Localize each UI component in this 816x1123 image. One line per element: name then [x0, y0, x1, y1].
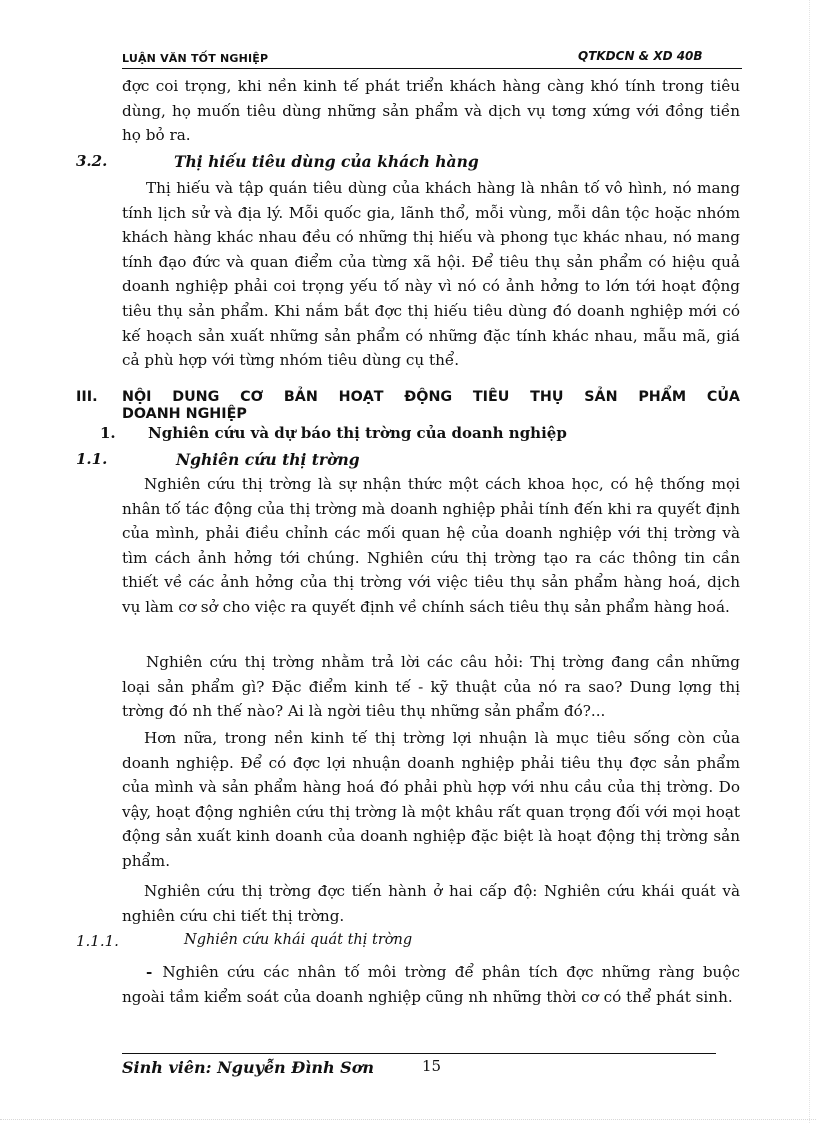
section-3-2-title: Thị hiếu tiêu dùng của khách hàng — [174, 152, 479, 171]
section-3-2-body: Thị hiếu và tập quán tiêu dùng của khách hàng là nhân tố vô hình, nó mang tính lịch sử và địa lý. Mỗi quốc gia, lãnh thổ, mỗi vùng, mỗi dân tộc hoặc nhóm khách hàng khác nhau đều có những thị hiếu và phong tục khác nhau, nó mang tính đạo đức và quan điểm của từng xã hội. Để tiêu thụ sản phẩm có hiệu quả doanh nghiệp phải coi trọng yếu tố này vì nó có ảnh hởng to lớn tới hoạt động tiêu thụ sản phẩm. Khi nắm bắt đợc thị hiếu tiêu dùng đó doanh nghiệp mới có kế hoạch sản xuất những sản phẩm có những đặc tính khác nhau, mẫu mã, giá cả phù hợp với từng nhóm tiêu dùng cụ thể. — [122, 179, 740, 370]
section-1-1-1-bullet-text: Nghiên cứu các nhân tố môi trờng để phân tích đợc những ràng buộc ngoài tầm kiểm soát của doanh nghiệp cũng nh những thời cơ có thể phát sinh. — [122, 963, 740, 1006]
section-1-1-paragraph-2: Nghiên cứu thị trờng nhằm trả lời các câu hỏi: Thị trờng đang cần những loại sản phẩm gì? Đặc điểm kinh tế - kỹ thuật của nó ra sao? Dung lợng thị trờng đó nh thế nào? Ai là ngời tiêu thụ những sản phẩm đó?... — [122, 653, 740, 721]
section-1-1-number: 1.1. — [76, 450, 108, 468]
header-class-code: QTKDCN & XD 40B — [578, 49, 703, 63]
footer-rule — [122, 1053, 716, 1054]
page-number: 15 — [422, 1057, 442, 1075]
section-III-number: III. — [76, 389, 98, 405]
header-rule — [122, 68, 742, 69]
section-1-1-1-number: 1.1.1. — [76, 932, 119, 950]
section-1-1-paragraph-3: Hơn nữa, trong nền kinh tế thị trờng lợi nhuận là mục tiêu sống còn của doanh nghiệp. Để có đợc lợi nhuận doanh nghiệp phải tiêu thụ đợc sản phẩm của mình và sản phẩm hàng hoá đó phải phù hợp với nhu cầu của thị trờng. Do vậy, hoạt động nghiên cứu thị trờng là một khâu rất quan trọng đối với mọi hoạt động sản xuất kinh doanh của doanh nghiệp đặc biệt là hoạt động thị trờng sản phẩm. — [122, 729, 740, 870]
section-1-1-1-bullet-item — [122, 960, 740, 1009]
header-thesis-label: LUẬN VĂN TỐT NGHIỆP — [122, 52, 269, 65]
page-right-dotted-border — [809, 0, 810, 1123]
section-3-2-number: 3.2. — [76, 152, 108, 170]
page-bottom-dotted-border — [0, 1119, 816, 1120]
section-1-1-1-title: Nghiên cứu khái quát thị trờng — [184, 932, 413, 948]
section-1-1-paragraph-4: Nghiên cứu thị trờng đợc tiến hành ở hai cấp độ: Nghiên cứu khái quát và nghiên cứu chi tiết thị trờng. — [122, 882, 740, 925]
bullet-marker: - — [146, 963, 153, 981]
footer-student-name: Sinh viên: Nguyễn Đình Sơn — [122, 1058, 375, 1077]
section-1-number: 1. — [100, 424, 116, 442]
section-1-1-title: Nghiên cứu thị trờng — [176, 450, 360, 469]
intro-paragraph: đợc coi trọng, khi nền kinh tế phát triển khách hàng càng khó tính trong tiêu dùng, họ muốn tiêu dùng những sản phẩm và dịch vụ tơng xứng với đồng tiền họ bỏ ra. — [122, 77, 740, 145]
section-III-title-line1: NỘI DUNG CƠ BẢN HOẠT ĐỘNG TIÊU THỤ SẢN PHẨM CỦA — [122, 389, 740, 405]
section-1-title: Nghiên cứu và dự báo thị trờng của doanh nghiệp — [148, 424, 567, 442]
section-1-1-paragraph-1: Nghiên cứu thị trờng là sự nhận thức một cách khoa học, có hệ thống mọi nhân tố tác động của thị trờng mà doanh nghiệp phải tính đến khi ra quyết định của mình, phải điều chỉnh các mối quan hệ của doanh nghiệp với thị trờng và tìm cách ảnh hởng tới chúng. Nghiên cứu thị trờng tạo ra các thông tin cần thiết về các ảnh hởng của thị trờng với việc tiêu thụ sản phẩm hàng hoá, dịch vụ làm cơ sở cho việc ra quyết định về chính sách tiêu thụ sản phẩm hàng hoá. — [122, 475, 740, 616]
section-III-title-line2: DOANH NGHIỆP — [122, 406, 247, 422]
